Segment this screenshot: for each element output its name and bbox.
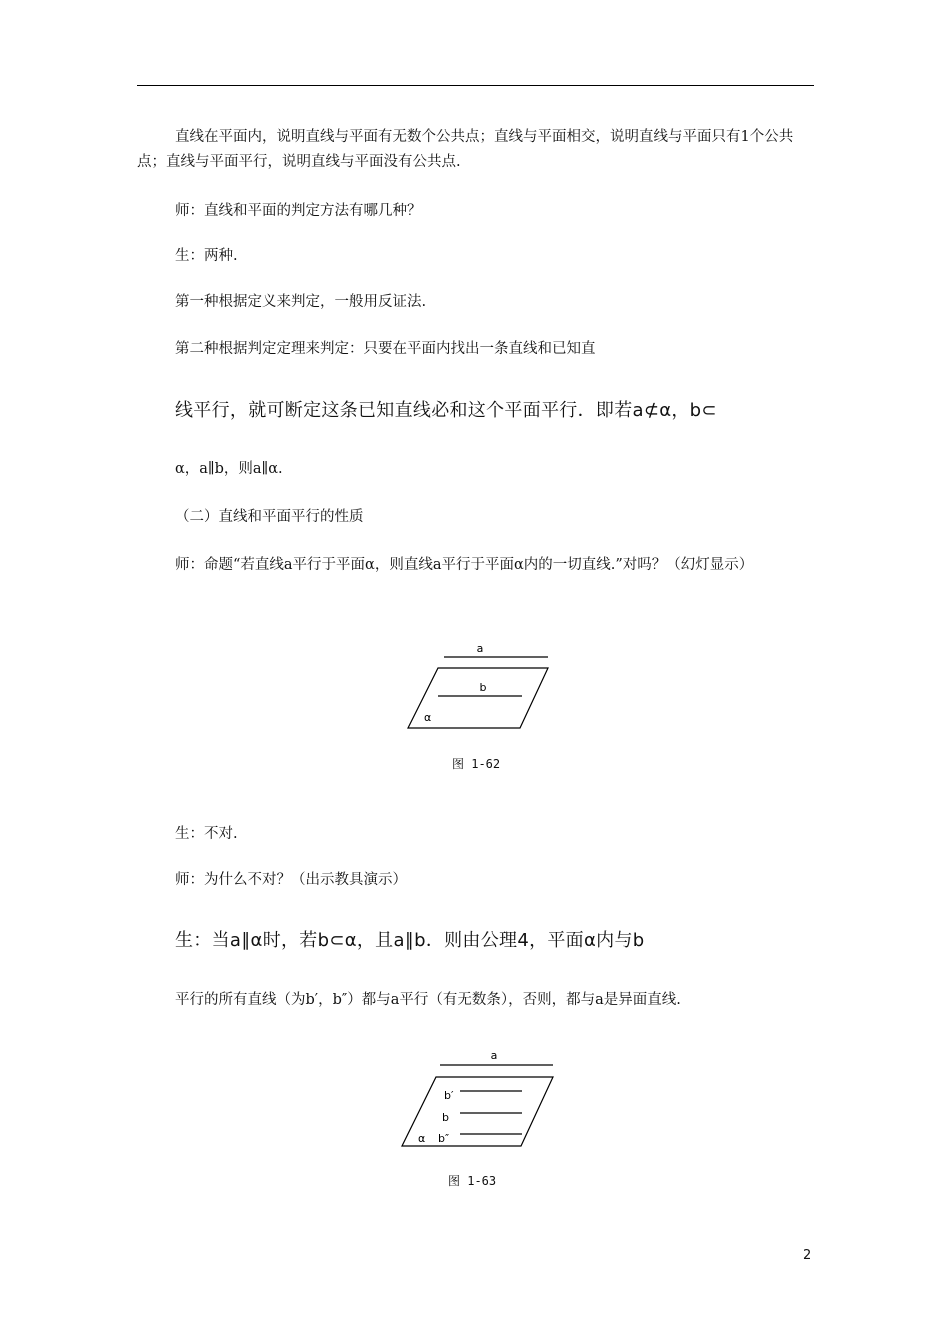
student-explanation-continued: 平行的所有直线（为b′，b″）都与a平行（有无数条），否则，都与a是异面直线. (175, 992, 681, 1008)
line-b-label: b (442, 1111, 449, 1124)
teacher-why: 师：为什么不对？（出示教具演示） (175, 872, 407, 888)
method-two-continued: 线平行，就可断定这条已知直线必和这个平面平行．即若a⊄α，b⊂ (175, 400, 717, 421)
student-explanation: 生：当a∥α时，若b⊂α，且a∥b．则由公理4，平面α内与b (175, 930, 645, 951)
line-b-prime-label: b′ (444, 1089, 454, 1102)
line-a-label: a (476, 642, 484, 655)
figure-1-63-caption: 图 1-63 (448, 1174, 497, 1188)
alpha-label: α (418, 1132, 426, 1145)
line-b-double-label: b″ (438, 1132, 450, 1145)
figure-1-62-caption: 图 1-62 (452, 757, 501, 771)
student-answer-wrong: 生：不对. (175, 826, 238, 842)
method-two: 第二种根据判定定理来判定：只要在平面内找出一条直线和已知直 (175, 341, 596, 357)
teacher-question-methods: 师：直线和平面的判定方法有哪几种？ (175, 203, 422, 219)
student-answer-two: 生：两种. (175, 248, 238, 264)
method-one: 第一种根据定义来判定，一般用反证法. (175, 294, 427, 310)
line-a-label: a (490, 1049, 498, 1062)
page-number: 2 (803, 1248, 812, 1263)
header-rule (137, 85, 814, 86)
paragraph-intro: 直线在平面内，说明直线与平面有无数个公共点；直线与平面相交，说明直线与平面只有1个公共点；直线与平面平行，说明直线与平面没有公共点. (137, 129, 794, 170)
section-heading-properties: （二）直线和平面平行的性质 (175, 509, 364, 525)
method-two-conclusion: α，a∥b，则a∥α. (175, 461, 283, 477)
line-b-label: b (479, 681, 487, 694)
figure-1-63 (398, 1045, 563, 1155)
alpha-label: α (424, 711, 432, 724)
teacher-proposition: 师：命题“若直线a平行于平面α，则直线a平行于平面α内的一切直线.”对吗？（幻灯显示） (175, 557, 754, 573)
figure-1-62 (400, 640, 560, 735)
